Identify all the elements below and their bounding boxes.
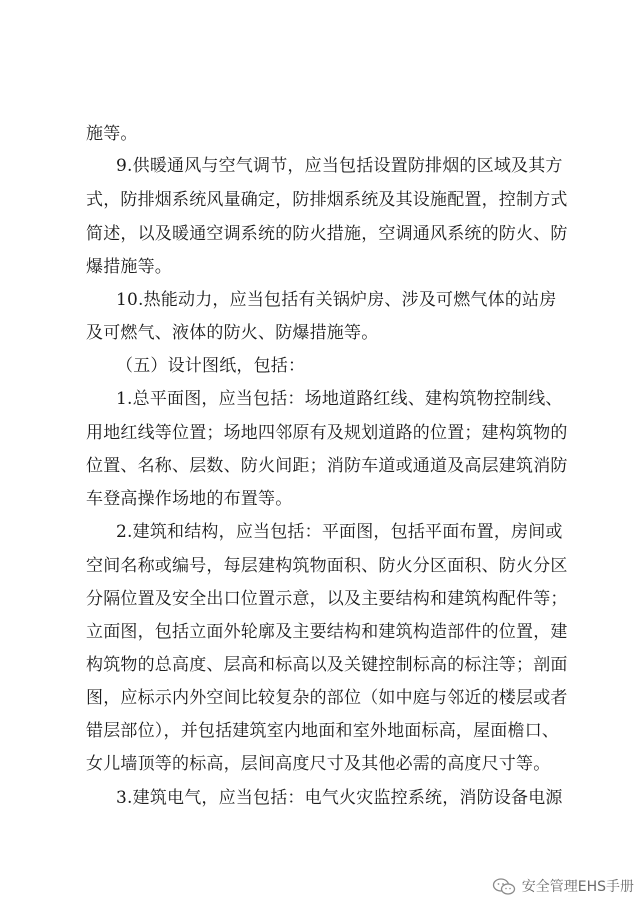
text-line: 简述，以及暖通空调系统的防火措施，空调通风系统的防火、防 [86, 224, 568, 244]
text-line: 爆措施等。 [86, 257, 172, 277]
wechat-icon [492, 877, 516, 897]
text-line: 构筑物的总高度、层高和标高以及关键控制标高的标注等；剖面 [86, 655, 568, 675]
text-line: 女儿墙顶等的标高，层间高度尺寸及其他必需的高度尺寸等。 [86, 754, 551, 774]
text-line: 分隔位置及安全出口位置示意，以及主要结构和建筑构配件等； [86, 589, 568, 609]
text-line: 10.热能动力，应当包括有关锅炉房、涉及可燃气体的站房 [116, 290, 557, 310]
text-line: 用地红线等位置；场地四邻原有及规划道路的位置；建构筑物的 [86, 423, 568, 443]
text-line: 式，防排烟系统风量确定，防排烟系统及其设施配置，控制方式 [86, 190, 568, 210]
watermark [492, 877, 634, 897]
text-line: 空间名称或编号，每层建构筑物面积、防火分区面积、防火分区 [86, 556, 568, 576]
section-heading: （五）设计图纸，包括： [116, 356, 306, 376]
text-line: 车登高操作场地的布置等。 [86, 489, 293, 509]
text-line: 及可燃气、液体的防火、防爆措施等。 [86, 323, 379, 343]
text-line: 错层部位），并包括建筑室内地面和室外地面标高，屋面檐口、 [86, 721, 560, 741]
text-line: 图，应标示内外空间比较复杂的部位（如中庭与邻近的楼层或者 [86, 688, 568, 708]
text-line: 施等。 [86, 124, 138, 144]
text-line: 9.供暖通风与空气调节，应当包括设置防排烟的区域及其方 [116, 156, 563, 176]
text-line: 2.建筑和结构，应当包括：平面图，包括平面布置，房间或 [116, 522, 563, 542]
text-line: 位置、名称、层数、防火间距；消防车道或通道及高层建筑消防 [86, 456, 568, 476]
text-line: 立面图，包括立面外轮廓及主要结构和建筑构造部件的位置，建 [86, 622, 568, 642]
watermark-label: 安全管理EHS手册 [521, 879, 634, 895]
text-line: 1.总平面图，应当包括：场地道路红线、建构筑物控制线、 [116, 389, 563, 409]
text-line: 3.建筑电气，应当包括：电气火灾监控系统，消防设备电源 [116, 788, 563, 808]
